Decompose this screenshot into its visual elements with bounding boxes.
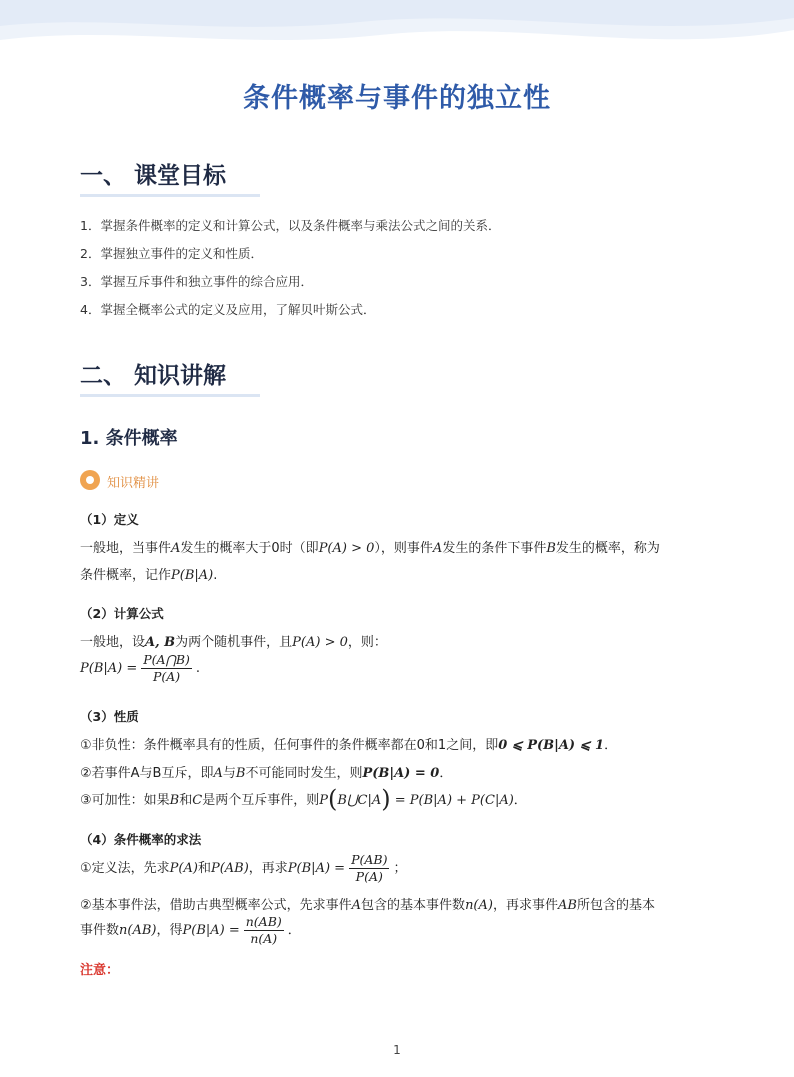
section-heading-knowledge: 二、 知识讲解: [80, 363, 227, 389]
heading-underline: [80, 194, 260, 197]
subheading-formula: （2）计算公式: [80, 606, 164, 621]
subheading-properties: （3）性质: [80, 709, 139, 724]
method-basic-events-line-1: ②基本事件法，借助古典型概率公式，先求事件A包含的基本事件数n(A)，再求事件AB所包含的基本: [80, 898, 655, 913]
knowledge-badge-label: 知识精讲: [107, 476, 160, 491]
objective-item: 1．掌握条件概率的定义和计算公式，以及条件概率与乘法公式之间的关系．: [80, 218, 501, 233]
objective-item: 2．掌握独立事件的定义和性质．: [80, 246, 263, 261]
definition-line-2: 条件概率，记作P(B|A).: [80, 568, 218, 583]
objective-item: 4．掌握全概率公式的定义及应用，了解贝叶斯公式．: [80, 302, 376, 317]
definition-line-1: 一般地，当事件A发生的概率大于0时（即P(A) > 0），则事件A发生的条件下事件B发生的概率，称为: [80, 541, 660, 556]
document-title: 条件概率与事件的独立性: [243, 83, 551, 114]
objective-item: 3．掌握互斥事件和独立事件的综合应用．: [80, 274, 313, 289]
topic-heading-conditional-probability: 1. 条件概率: [80, 428, 178, 449]
property-mutually-exclusive: ②若事件A与B互斥，即A与B不可能同时发生，则P(B|A) = 0．: [80, 766, 453, 781]
formula-line-1: 一般地，设A, B为两个随机事件，且P(A) > 0，则：: [80, 635, 387, 650]
method-basic-events-line-2: 事件数n(AB)，得P(B|A) = $\frac{n(AB)}{n(A)}$ ．: [80, 914, 301, 946]
heading-underline: [80, 394, 260, 397]
property-additivity: ③可加性：如果B和C是两个互斥事件，则P(B⋃C|A) = P(B|A) + P(C|A)．: [80, 785, 527, 813]
subheading-definition: （1）定义: [80, 512, 139, 527]
method-definition: ①定义法，先求P(A)和P(AB)，再求P(B|A) = $\frac{P(AB)}{P(A)}$ ；: [80, 852, 407, 884]
header-wave-decoration: [0, 0, 794, 60]
note-label: 注意：: [80, 963, 120, 978]
page-number: 1: [393, 1043, 401, 1057]
property-nonnegativity: ①非负性：条件概率具有的性质，任何事件的条件概率都在0和1之间，即0 ⩽ P(B|A) ⩽ 1．: [80, 738, 618, 753]
conditional-probability-formula: P(B|A) = $\frac{P(A⋂B)}{P(A)}$ .: [80, 652, 201, 684]
subheading-methods: （4）条件概率的求法: [80, 832, 202, 847]
lightbulb-icon: [80, 470, 100, 490]
section-heading-objectives: 一、 课堂目标: [80, 163, 227, 189]
